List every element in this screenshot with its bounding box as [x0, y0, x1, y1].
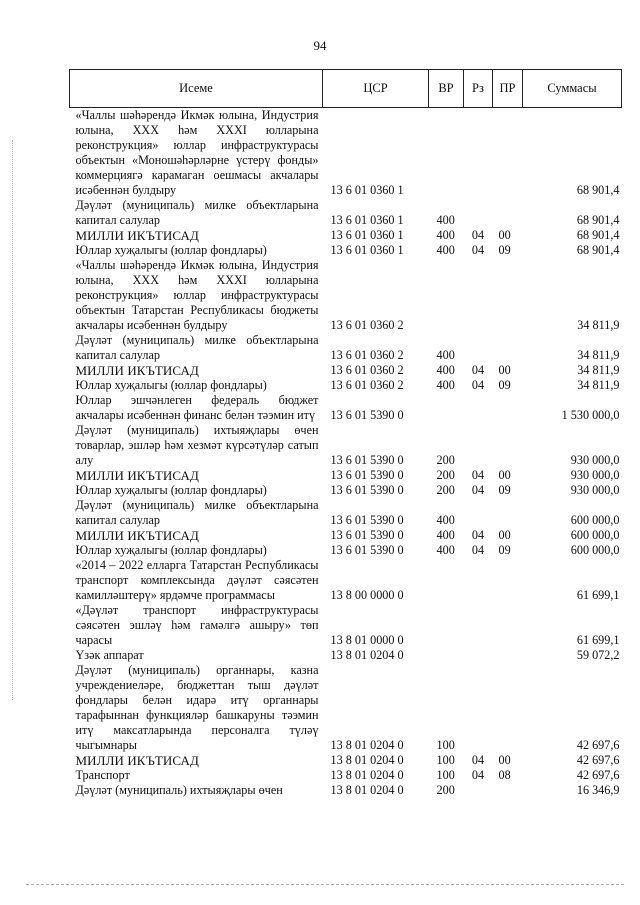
row-pr: 09 [498, 543, 511, 557]
table-row [70, 603, 622, 648]
row-rz: 04 [471, 363, 485, 377]
table-row [70, 558, 622, 603]
row-sum: 59 072,2 [576, 648, 620, 662]
row-pr: 00 [498, 228, 511, 242]
row-csr: 13 6 01 0360 2 [330, 378, 404, 392]
row-name: Дәүләт (муниципаль) ихтыяҗлары өчен товарлар, эшләр һәм хезмәт күрсәтүләр сатып алу [75, 423, 319, 467]
table-row [70, 333, 622, 363]
row-vr [429, 648, 464, 663]
row-vr [429, 603, 464, 648]
table-row [70, 108, 622, 199]
table-row [70, 783, 622, 798]
row-name: Юллар хуҗалыгы (юллар фондлары) [75, 483, 267, 497]
row-pr: 00 [498, 363, 511, 377]
row-name: Юллар хуҗалыгы (юллар фондлары) [75, 543, 267, 557]
row-vr: 400 [436, 543, 455, 557]
row-pr [493, 498, 523, 528]
table-row [70, 243, 622, 258]
table-row [70, 663, 622, 753]
row-name: Дәүләт (муниципаль) милке объектларына капитал салулар [75, 198, 319, 227]
row-rz [464, 198, 493, 228]
row-csr: 13 6 01 5390 0 [330, 543, 404, 557]
row-pr [493, 663, 523, 753]
row-sum: 42 697,6 [576, 753, 620, 767]
budget-table [69, 69, 622, 798]
table-row [70, 543, 622, 558]
row-name: Дәүләт (муниципаль) ихтыяҗлары өчен [75, 783, 283, 797]
row-vr [429, 558, 464, 603]
row-csr: 13 6 01 5390 0 [330, 468, 404, 482]
row-vr: 400 [436, 528, 455, 542]
row-pr: 00 [498, 753, 511, 767]
row-sum: 68 901,4 [576, 213, 620, 227]
row-rz: 04 [471, 468, 485, 482]
row-vr: 100 [436, 753, 455, 767]
table-row [70, 393, 622, 423]
row-sum: 34 811,9 [577, 318, 620, 332]
row-rz: 04 [471, 753, 485, 767]
row-vr: 100 [436, 768, 455, 782]
row-vr: 200 [436, 483, 455, 497]
row-sum: 600 000,0 [570, 528, 620, 542]
row-csr: 13 8 01 0204 0 [330, 648, 404, 662]
row-sum: 1 530 000,0 [561, 408, 620, 422]
row-name: МИЛЛИ ИКЪТИСАД [75, 228, 199, 243]
row-pr [493, 393, 523, 423]
row-vr [429, 258, 464, 333]
row-pr [493, 108, 523, 199]
row-name: «Чаллы шәһәрендә Икмәк юлына, Индустрия юлына, XXX һәм XXXI юлларына реконструкция» юллар инфраструктурасы объектын «Моношәһәрләрне үстерү фонды» коммерциягә карамаган оешмасы акчалары исәбеннән булдыру [75, 108, 319, 197]
row-sum: 16 346,9 [576, 783, 620, 797]
row-pr: 00 [498, 528, 511, 542]
row-csr: 13 6 01 5390 0 [330, 483, 404, 497]
row-vr: 400 [436, 228, 455, 242]
row-csr: 13 8 01 0204 0 [330, 783, 404, 797]
row-csr: 13 8 01 0204 0 [330, 753, 404, 767]
row-name: МИЛЛИ ИКЪТИСАД [75, 528, 199, 543]
row-rz [464, 393, 493, 423]
table-row [70, 258, 622, 333]
row-csr: 13 8 01 0204 0 [330, 768, 404, 782]
row-rz [464, 423, 493, 468]
row-vr: 100 [436, 738, 455, 752]
row-pr: 08 [498, 768, 511, 782]
table-row [70, 363, 622, 378]
row-vr: 400 [436, 213, 455, 227]
table-row [70, 753, 622, 768]
row-rz [464, 498, 493, 528]
row-pr: 09 [498, 378, 511, 392]
row-pr [493, 198, 523, 228]
row-rz: 04 [471, 543, 485, 557]
table-row [70, 483, 622, 498]
row-name: МИЛЛИ ИКЪТИСАД [75, 363, 199, 378]
table-row [70, 228, 622, 243]
table-row [70, 468, 622, 483]
row-vr [429, 393, 464, 423]
row-rz: 04 [471, 483, 485, 497]
header-sum: Суммасы [523, 70, 622, 108]
row-pr: 00 [498, 468, 511, 482]
table-row [70, 498, 622, 528]
row-csr: 13 8 00 0000 0 [330, 588, 404, 602]
row-rz [464, 648, 493, 663]
row-sum: 42 697,6 [576, 768, 620, 782]
row-rz: 04 [471, 378, 485, 392]
row-sum: 930 000,0 [570, 483, 620, 497]
row-pr [493, 603, 523, 648]
row-csr: 13 6 01 0360 2 [330, 318, 404, 332]
footer-line [26, 884, 624, 885]
row-sum: 930 000,0 [570, 468, 620, 482]
row-sum: 61 699,1 [576, 633, 620, 647]
table-row [70, 378, 622, 393]
table-row [70, 528, 622, 543]
header-vr: ВР [429, 70, 464, 108]
row-vr: 400 [436, 378, 455, 392]
row-rz [464, 663, 493, 753]
row-name: МИЛЛИ ИКЪТИСАД [75, 753, 199, 768]
row-name: Юллар хуҗалыгы (юллар фондлары) [75, 243, 267, 257]
row-rz [464, 333, 493, 363]
row-sum: 600 000,0 [570, 513, 620, 527]
row-pr [493, 423, 523, 468]
table-row [70, 768, 622, 783]
row-csr: 13 6 01 0360 2 [330, 348, 404, 362]
row-pr: 09 [498, 243, 511, 257]
row-csr: 13 6 01 5390 0 [330, 453, 404, 467]
row-rz [464, 258, 493, 333]
row-name: Дәүләт (муниципаль) органнары, казна учреждениеләре, бюджеттан тыш дәүләт фондлары белән идарә итү органнары тарафыннан функцияләр башкаруны тәэмин итү максатларында персоналга түләү чыгымнары [75, 663, 319, 752]
row-csr: 13 6 01 0360 2 [330, 363, 404, 377]
table-row [70, 648, 622, 663]
row-rz [464, 558, 493, 603]
header-name: Исеме [70, 70, 323, 108]
row-rz: 04 [471, 228, 485, 242]
row-csr: 13 6 01 5390 0 [330, 408, 404, 422]
row-csr: 13 8 01 0000 0 [330, 633, 404, 647]
row-name: Дәүләт (муниципаль) милке объектларына капитал салулар [75, 333, 319, 362]
row-name: Транспорт [75, 768, 130, 782]
row-csr: 13 8 01 0204 0 [330, 738, 404, 752]
row-vr: 400 [436, 243, 455, 257]
row-name: Юллар хуҗалыгы (юллар фондлары) [75, 378, 267, 392]
row-sum: 61 699,1 [576, 588, 620, 602]
row-sum: 34 811,9 [577, 378, 620, 392]
row-vr: 200 [436, 783, 455, 797]
row-csr: 13 6 01 0360 1 [330, 213, 404, 227]
row-sum: 68 901,4 [576, 228, 620, 242]
row-pr [493, 648, 523, 663]
row-pr [493, 558, 523, 603]
row-csr: 13 6 01 0360 1 [330, 228, 404, 242]
row-sum: 600 000,0 [570, 543, 620, 557]
row-csr: 13 6 01 0360 1 [330, 183, 404, 197]
row-name: Юллар эшчәнлеген федераль бюджет акчалары исәбеннән финанс белән тәэмин итү [75, 393, 319, 422]
row-pr: 09 [498, 483, 511, 497]
row-pr [493, 333, 523, 363]
row-sum: 34 811,9 [577, 363, 620, 377]
row-vr: 400 [436, 363, 455, 377]
row-vr: 400 [436, 513, 455, 527]
row-csr: 13 6 01 5390 0 [330, 528, 404, 542]
row-sum: 68 901,4 [576, 243, 620, 257]
header-csr: ЦСР [323, 70, 429, 108]
row-rz: 04 [471, 243, 485, 257]
row-sum: 930 000,0 [570, 453, 620, 467]
header-rz: Рз [464, 70, 493, 108]
table-body [70, 108, 622, 799]
row-csr: 13 6 01 5390 0 [330, 513, 404, 527]
row-sum: 34 811,9 [577, 348, 620, 362]
row-sum: 42 697,6 [576, 738, 620, 752]
row-rz [464, 108, 493, 199]
row-name: Үзәк аппарат [75, 648, 144, 662]
row-name: МИЛЛИ ИКЪТИСАД [75, 468, 199, 483]
row-rz: 04 [471, 528, 485, 542]
row-rz [464, 603, 493, 648]
margin-marks [12, 140, 13, 700]
row-name: «Дәүләт транспорт инфраструктурасы сәясәтен эшләү һәм гамәлгә ашыру» төп чарасы [75, 603, 319, 647]
table-row [70, 198, 622, 228]
row-vr: 200 [436, 468, 455, 482]
row-name: Дәүләт (муниципаль) милке объектларына капитал салулар [75, 498, 319, 527]
row-csr: 13 6 01 0360 1 [330, 243, 404, 257]
table-header [70, 70, 622, 108]
page-number: 94 [313, 38, 327, 53]
row-vr: 200 [436, 453, 455, 467]
row-sum: 68 901,4 [576, 183, 620, 197]
row-name: «2014 – 2022 елларга Татарстан Республикасы транспорт комплексында дәүләт сәясәтен камилләштерү» ярдәмче программасы [75, 558, 319, 602]
header-pr: ПР [493, 70, 523, 108]
row-vr [429, 108, 464, 199]
row-pr [493, 783, 523, 798]
table-row [70, 423, 622, 468]
row-rz: 04 [471, 768, 485, 782]
row-rz [464, 783, 493, 798]
row-pr [493, 258, 523, 333]
row-name: «Чаллы шәһәрендә Икмәк юлына, Индустрия юлына, XXX һәм XXXI юлларына реконструкция» юллар инфраструктурасы объектын Татарстан Республикасы бюджеты акчалары исәбеннән булдыру [75, 258, 319, 332]
row-vr: 400 [436, 348, 455, 362]
